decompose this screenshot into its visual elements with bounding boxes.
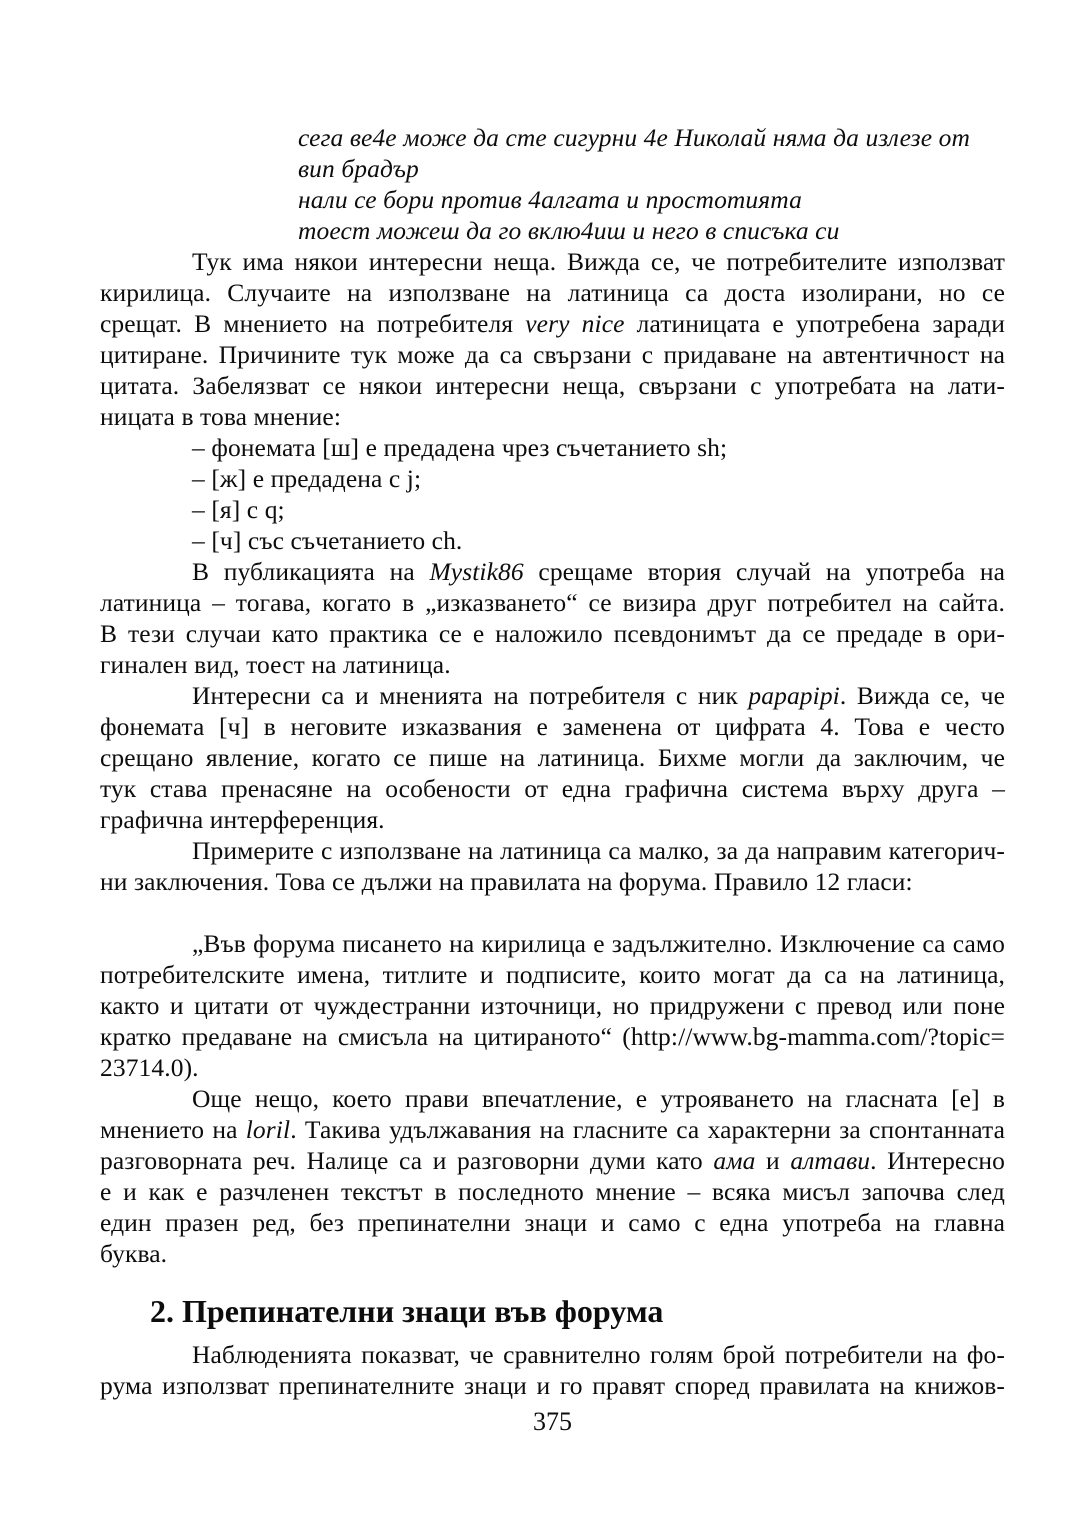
text-line: както и цитати от чуждестранни източници, но придружени с превод или поне	[100, 991, 1005, 1020]
text-line: ни заключения. Това се дължи на правилата на форума. Правило 12 гласи:	[100, 867, 913, 896]
text-line: Тук има някои интересни неща. Вижда се, че потребителите използват	[192, 247, 1005, 276]
forum-quote-verse	[298, 122, 1005, 246]
text-line: гинален вид, тоест на латиница.	[100, 650, 451, 679]
paragraph-section-2-intro	[100, 1339, 1005, 1401]
text-line: буква.	[100, 1239, 168, 1268]
text-line: мнението на loril. Такива удължавания на гласните са характерни за спонтанната	[100, 1115, 1006, 1144]
text-line: Примерите с използване на латиница са малко, за да направим категорич-	[192, 836, 1005, 865]
text-line: срещат. В мнението на потребителя very nice латиницата е употребена заради	[100, 309, 1006, 338]
text-line: разговорната реч. Налице са и разговорни думи като ама и алтави. Интересно	[100, 1146, 1006, 1175]
text-line: – [ж] е предадена с j;	[192, 464, 422, 493]
text-line: един празен ред, без препинателни знаци и само с една употреба на главна	[100, 1208, 1005, 1237]
text-line: латиница – тогава, когато в „изказването“ се визира друг потребител на сайта.	[100, 588, 1005, 617]
text-line: вип брадър	[298, 154, 419, 183]
paragraph-papapipi	[100, 680, 1005, 835]
text-line: Още нещо, което прави впечатление, е утрояването на гласната [е] в	[192, 1084, 1005, 1113]
text-line: рума използват препинателните знаци и го правят според правилата на книжов-	[100, 1371, 1005, 1400]
text-line: 23714.0).	[100, 1053, 199, 1082]
text-line: Интересни са и мненията на потребителя с ник papapipi. Вижда се, че	[192, 681, 1005, 710]
paragraph-observations	[100, 246, 1005, 432]
paragraph-rules	[100, 835, 1005, 897]
text-line: сега ве4е може да сте сигурни 4е Николай няма да излезе от	[298, 123, 970, 152]
page-number: 375	[533, 1407, 572, 1436]
blank-line	[100, 897, 1005, 928]
text-line: „Във форума писането на кирилица е задължително. Изключение са само	[192, 929, 1005, 958]
text-line: цитата. Забелязват се някои интересни неща, свързани с употребата на лати-	[100, 371, 1005, 400]
text-line: цитиране. Причините тук може да са свързани с придаване на автентичност на	[100, 340, 1005, 369]
paragraph-mystik86	[100, 556, 1005, 680]
text-line: е и как е разчленен текстът в последното мнение – всяка мисъл започва след	[100, 1177, 1005, 1206]
latin-transliteration-list	[100, 432, 1005, 556]
text-line: В публикацията на Mystik86 срещаме втория случай на употреба на	[192, 557, 1005, 586]
text-line: срещано явление, когато се пише на латиница. Бихме могли да заключим, че	[100, 743, 1005, 772]
text-line: нали се бори против 4алгата и простотията	[298, 185, 802, 214]
text-line: кирилица. Случаите на използване на латиница са доста изолирани, но се	[100, 278, 1005, 307]
text-line: ницата в това мнение:	[100, 402, 342, 431]
text-line: – [я] с q;	[192, 495, 285, 524]
text-line: кратко предаване на смисъла на цитираното“ (http://www.bg-mamma.com/?topic=	[100, 1022, 1005, 1051]
section-heading: 2. Препинателни знаци във форума	[150, 1293, 664, 1329]
text-line: Наблюденията показват, че сравнително голям брой потребители на фо-	[192, 1340, 1005, 1369]
text-line: тук става пренасяне на особености от една графична система върху друга –	[100, 774, 1005, 803]
paragraph-loril	[100, 1083, 1005, 1269]
text-line: – [ч] със съчетанието ch.	[192, 526, 463, 555]
text-line: тоест можеш да го вклю4иш и него в списъка си	[298, 216, 840, 245]
text-column	[100, 122, 1005, 1401]
text-line: В тези случаи като практика се е наложило псевдонимът да се предаде в ори-	[100, 619, 1005, 648]
text-line: – фонемата [ш] е предадена чрез съчетанието sh;	[192, 433, 728, 462]
text-line: фонемата [ч] в неговите изказвания е заменена от цифрата 4. Това е често	[100, 712, 1005, 741]
text-line: графична интерференция.	[100, 805, 385, 834]
paragraph-rule-12-quote	[100, 928, 1005, 1083]
text-line: потребителските имена, титлите и подписите, които могат да са на латиница,	[100, 960, 1005, 989]
